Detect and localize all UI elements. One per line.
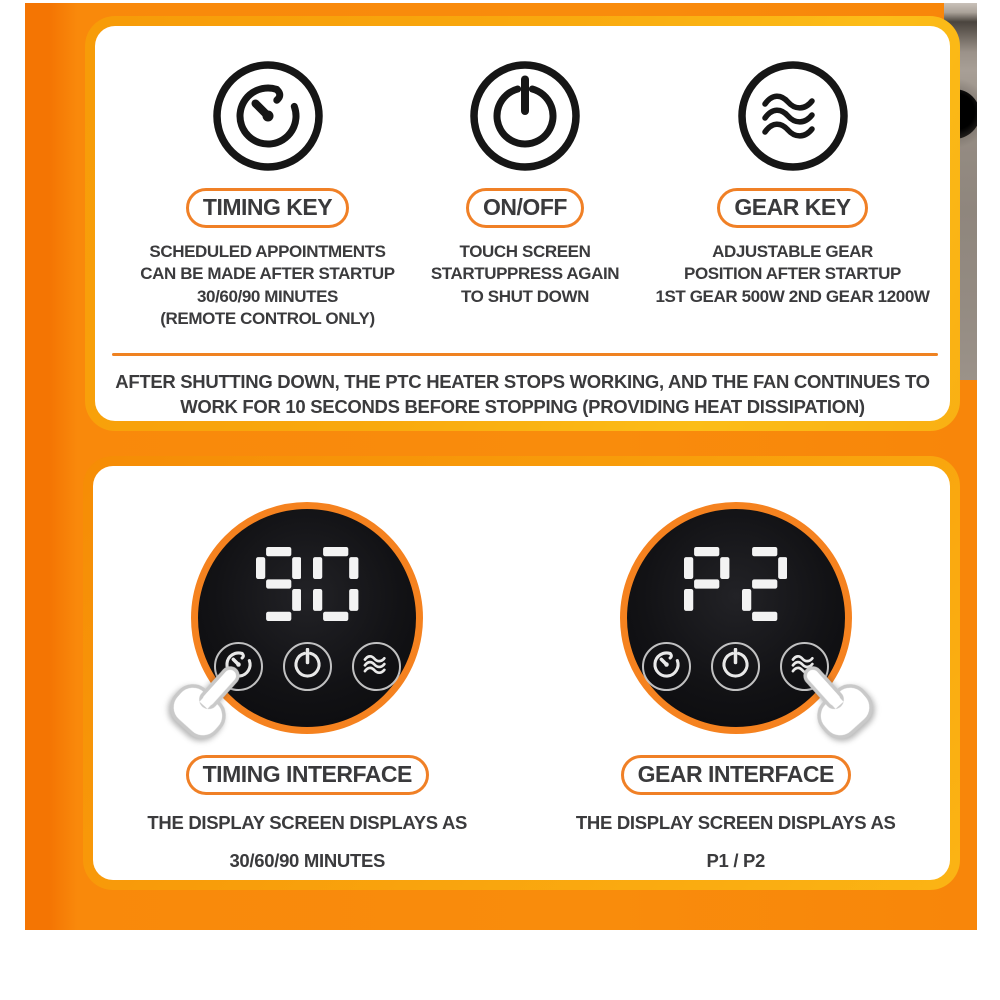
display-screen-timing xyxy=(191,502,423,734)
desc-line: STARTUPPRESS AGAIN xyxy=(430,264,620,284)
timing-interface-pill: TIMING INTERFACE xyxy=(186,755,429,795)
display-digits xyxy=(627,547,845,621)
keys-card xyxy=(85,16,960,431)
desc-line: (REMOTE CONTROL ONLY) xyxy=(160,309,375,329)
gear-key-pill: GEAR KEY xyxy=(717,188,867,228)
interface-line: P1 / P2 xyxy=(706,850,766,871)
desc-line: CAN BE MADE AFTER STARTUP xyxy=(140,264,395,284)
power-touch-button[interactable] xyxy=(711,642,760,691)
desc-line: 1ST GEAR 500W 2ND GEAR 1200W xyxy=(655,286,930,306)
desc-line: SCHEDULED APPOINTMENTS xyxy=(149,242,386,261)
timer-icon xyxy=(212,60,324,172)
desc-line: TOUCH SCREEN xyxy=(459,242,591,261)
timer-touch-button[interactable] xyxy=(642,642,691,691)
desc-line: 30/60/90 MINUTES xyxy=(197,286,338,306)
interface-columns xyxy=(93,466,950,872)
power-icon xyxy=(469,60,581,172)
orange-panel xyxy=(25,3,977,930)
note-line: AFTER SHUTTING DOWN, THE PTC HEATER STOPS WORKING, AND THE FAN CONTINUES TO xyxy=(115,371,930,392)
gear-key-description xyxy=(643,241,943,308)
waves-icon xyxy=(360,648,393,686)
on-off-description xyxy=(408,241,643,308)
desc-line: ADJUSTABLE GEAR xyxy=(712,242,873,261)
power-icon xyxy=(291,648,324,686)
gear-interface-panel xyxy=(522,502,951,872)
interfaces-card xyxy=(83,456,960,890)
feature-gear-key xyxy=(643,60,943,331)
desc-line: POSITION AFTER STARTUP xyxy=(684,264,901,284)
interface-line: THE DISPLAY SCREEN DISPLAYS AS xyxy=(575,812,896,833)
power-touch-button[interactable] xyxy=(283,642,332,691)
timing-key-pill: TIMING KEY xyxy=(186,188,349,228)
feature-columns xyxy=(95,26,950,331)
timing-interface-panel xyxy=(93,502,522,872)
timer-icon xyxy=(650,648,683,686)
display-digits xyxy=(198,547,416,621)
feature-timing-key xyxy=(128,60,408,331)
divider-line xyxy=(112,353,938,356)
desc-line: TO SHUT DOWN xyxy=(460,286,590,306)
interface-line: THE DISPLAY SCREEN DISPLAYS AS xyxy=(147,812,468,833)
note-line: WORK FOR 10 SECONDS BEFORE STOPPING (PROVIDING HEAT DISSIPATION) xyxy=(180,395,865,417)
power-icon xyxy=(719,648,752,686)
interface-line: 30/60/90 MINUTES xyxy=(229,850,386,871)
display-screen-gear xyxy=(620,502,852,734)
on-off-pill: ON/OFF xyxy=(466,188,584,228)
gear-touch-button[interactable] xyxy=(352,642,401,691)
feature-on-off xyxy=(408,60,643,331)
waves-icon xyxy=(737,60,849,172)
gear-interface-pill: GEAR INTERFACE xyxy=(621,755,851,795)
shutdown-note xyxy=(95,370,950,420)
timing-key-description xyxy=(128,241,408,331)
